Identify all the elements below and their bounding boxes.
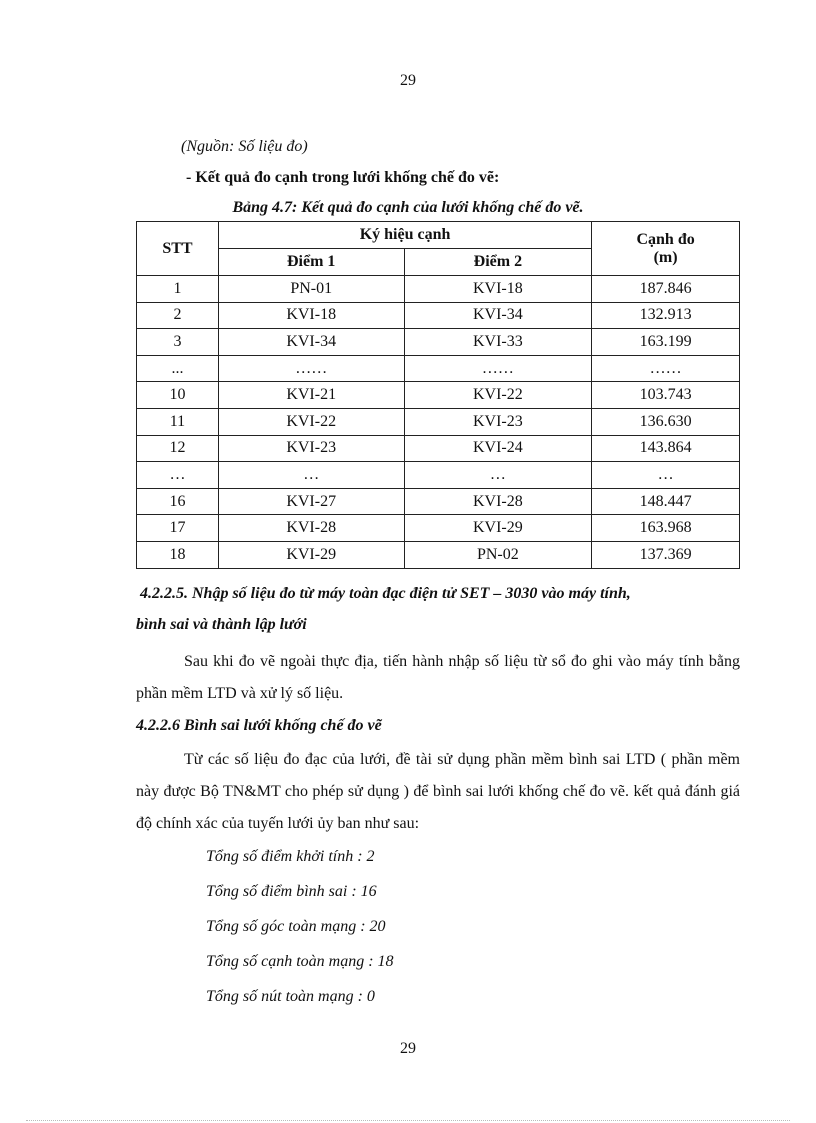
table-caption: Bảng 4.7: Kết quả đo cạnh của lưới khống chế đo vẽ. (232, 199, 584, 216)
header-point1: Điểm 1 (218, 249, 404, 276)
header-point2: Điểm 2 (404, 249, 592, 276)
table-row (137, 541, 740, 568)
cell-point2: KVI-23 (404, 408, 592, 435)
cell-point2: KVI-34 (404, 302, 592, 329)
cell-stt: 16 (137, 488, 219, 515)
header-stt: STT (137, 222, 219, 276)
table-row (137, 435, 740, 462)
table-row (137, 355, 740, 382)
cell-point2: KVI-22 (404, 382, 592, 409)
page-number-bottom: 29 (400, 1040, 416, 1057)
cell-point1: KVI-21 (218, 382, 404, 409)
cell-length: 143.864 (592, 435, 740, 462)
cell-point1: PN-01 (218, 276, 404, 303)
cell-point2: …… (404, 355, 592, 382)
cell-point1: …… (218, 355, 404, 382)
cell-point1: KVI-27 (218, 488, 404, 515)
cell-stt: ... (137, 355, 219, 382)
stat-angles: Tổng số góc toàn mạng : 20 (206, 918, 386, 935)
cell-stt: 18 (137, 541, 219, 568)
table-row (137, 488, 740, 515)
section-4226-paragraph: Từ các số liệu đo đạc của lưới, đề tài sử dụng phần mềm bình sai LTD ( phần mềm này được Bộ TN&MT cho phép sử dụng ) để bình sai lưới khống chế đo vẽ. kết quả đánh giá độ chính xác của tuyến lưới ủy ban như sau: (136, 751, 740, 832)
cell-point1: KVI-22 (218, 408, 404, 435)
stat-start-points: Tổng số điểm khởi tính : 2 (206, 848, 375, 865)
header-length-line1: Cạnh đo (636, 230, 695, 248)
section-4225-heading-line2: bình sai và thành lập lưới (136, 616, 307, 633)
table-row (137, 302, 740, 329)
table-row (137, 462, 740, 489)
cell-length: 187.846 (592, 276, 740, 303)
cell-point2: KVI-28 (404, 488, 592, 515)
cell-point2: KVI-29 (404, 515, 592, 542)
cell-stt: 11 (137, 408, 219, 435)
table-row (137, 382, 740, 409)
cell-stt: 2 (137, 302, 219, 329)
stat-adjusted-points: Tổng số điểm bình sai : 16 (206, 883, 377, 900)
table-row (137, 329, 740, 356)
edge-measurement-table (136, 221, 740, 569)
source-note: (Nguồn: Số liệu đo) (181, 138, 308, 155)
cell-length: 132.913 (592, 302, 740, 329)
header-length (592, 222, 740, 276)
cell-point1: KVI-23 (218, 435, 404, 462)
cell-length: 137.369 (592, 541, 740, 568)
header-symbol-group: Ký hiệu cạnh (218, 222, 591, 249)
cell-point2: KVI-18 (404, 276, 592, 303)
section-4225-heading-line1: 4.2.2.5. Nhập số liệu đo từ máy toàn đạc điện tử SET – 3030 vào máy tính, (140, 585, 631, 602)
cell-length: … (592, 462, 740, 489)
cell-point1: KVI-18 (218, 302, 404, 329)
page-number-top: 29 (400, 72, 416, 89)
section-4225-paragraph: Sau khi đo vẽ ngoài thực địa, tiến hành nhập số liệu từ sổ đo ghi vào máy tính bằng phần mềm LTD và xử lý số liệu. (136, 653, 740, 702)
cell-point1: KVI-29 (218, 541, 404, 568)
page-divider (26, 1120, 790, 1121)
cell-stt: 3 (137, 329, 219, 356)
bullet-title: - Kết quả đo cạnh trong lưới khống chế đo vẽ: (186, 169, 500, 186)
table-row (137, 276, 740, 303)
header-length-line2: (m) (653, 248, 678, 266)
cell-point2: … (404, 462, 592, 489)
cell-length: 103.743 (592, 382, 740, 409)
stat-nodes: Tổng số nút toàn mạng : 0 (206, 988, 375, 1005)
cell-stt: … (137, 462, 219, 489)
table-row (137, 515, 740, 542)
cell-stt: 10 (137, 382, 219, 409)
cell-stt: 12 (137, 435, 219, 462)
cell-point1: KVI-28 (218, 515, 404, 542)
stat-edges: Tổng số cạnh toàn mạng : 18 (206, 953, 394, 970)
section-4226-heading: 4.2.2.6 Bình sai lưới khống chế đo vẽ (136, 717, 382, 734)
cell-point2: PN-02 (404, 541, 592, 568)
table-row (137, 408, 740, 435)
cell-point2: KVI-33 (404, 329, 592, 356)
cell-stt: 17 (137, 515, 219, 542)
cell-length: 163.968 (592, 515, 740, 542)
cell-length: 148.447 (592, 488, 740, 515)
cell-point1: … (218, 462, 404, 489)
cell-point2: KVI-24 (404, 435, 592, 462)
cell-length: 163.199 (592, 329, 740, 356)
cell-point1: KVI-34 (218, 329, 404, 356)
cell-length: 136.630 (592, 408, 740, 435)
cell-length: …… (592, 355, 740, 382)
cell-stt: 1 (137, 276, 219, 303)
